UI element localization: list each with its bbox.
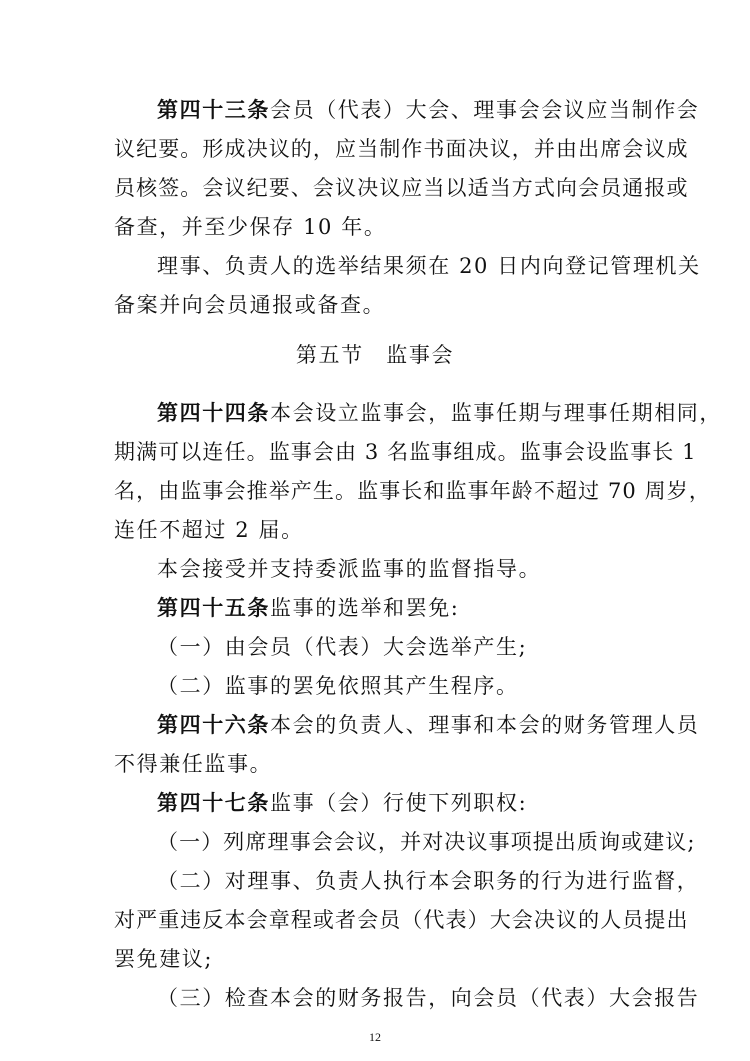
article-43-line-2: 议纪要。形成决议的，应当制作书面决议，并由出席会议成 (114, 137, 689, 161)
article-44-line-1 (157, 399, 722, 427)
page-number: 12 (369, 1030, 381, 1044)
article-45-item-2: （二）监事的罢免依照其产生程序。 (157, 674, 519, 698)
article-45-label: 第四十五条 (157, 595, 270, 620)
article-43-label: 第四十三条 (157, 97, 270, 122)
article-47-item-1: （一）列席理事会会议，并对决议事项提出质询或建议; (157, 830, 696, 854)
article-45-text: 监事的选举和罢免: (270, 596, 460, 620)
article-47-item-2-line-2: 对严重违反本会章程或者会员（代表）大会决议的人员提出 (114, 908, 689, 932)
article-44-text: 本会设立监事会，监事任期与理事任期相同， (270, 401, 722, 425)
article-46-line-2: 不得兼任监事。 (114, 752, 273, 776)
article-47-label: 第四十七条 (157, 790, 270, 815)
article-45-line-1 (157, 594, 459, 622)
article-47-item-2-line-3: 罢免建议; (114, 947, 214, 971)
article-45-item-1: （一）由会员（代表）大会选举产生; (157, 635, 528, 659)
article-44-line-3: 名，由监事会推举产生。监事长和监事年龄不超过 70 周岁， (114, 479, 711, 503)
article-46-line-1 (157, 711, 699, 739)
article-44-line-4: 连任不超过 2 届。 (114, 518, 304, 542)
article-43-line-3: 员核签。会议纪要、会议决议应当以适当方式向会员通报或 (114, 176, 689, 200)
election-paragraph-line-1: 理事、负责人的选举结果须在 20 日内向登记管理机关 (157, 254, 701, 278)
article-46-label: 第四十六条 (157, 712, 270, 737)
section-heading: 第五节 监事会 (295, 343, 455, 367)
article-46-text: 本会的负责人、理事和本会的财务管理人员 (270, 713, 700, 737)
article-43-line-1 (157, 96, 699, 124)
article-47-item-3: （三）检查本会的财务报告，向会员（代表）大会报告 (157, 986, 700, 1010)
supervision-paragraph: 本会接受并支持委派监事的监督指导。 (157, 557, 542, 581)
article-44-line-2: 期满可以连任。监事会由 3 名监事组成。监事会设监事长 1 (114, 440, 697, 464)
article-43-line-4: 备查，并至少保存 10 年。 (114, 215, 387, 239)
election-paragraph-line-2: 备案并向会员通报或备查。 (114, 293, 386, 317)
article-47-item-2-line-1: （二）对理事、负责人执行本会职务的行为进行监督， (157, 869, 700, 893)
article-47-text: 监事（会）行使下列职权: (270, 791, 528, 815)
article-44-label: 第四十四条 (157, 400, 270, 425)
article-47-line-1 (157, 789, 527, 817)
article-43-text: 会员（代表）大会、理事会会议应当制作会 (270, 98, 700, 122)
